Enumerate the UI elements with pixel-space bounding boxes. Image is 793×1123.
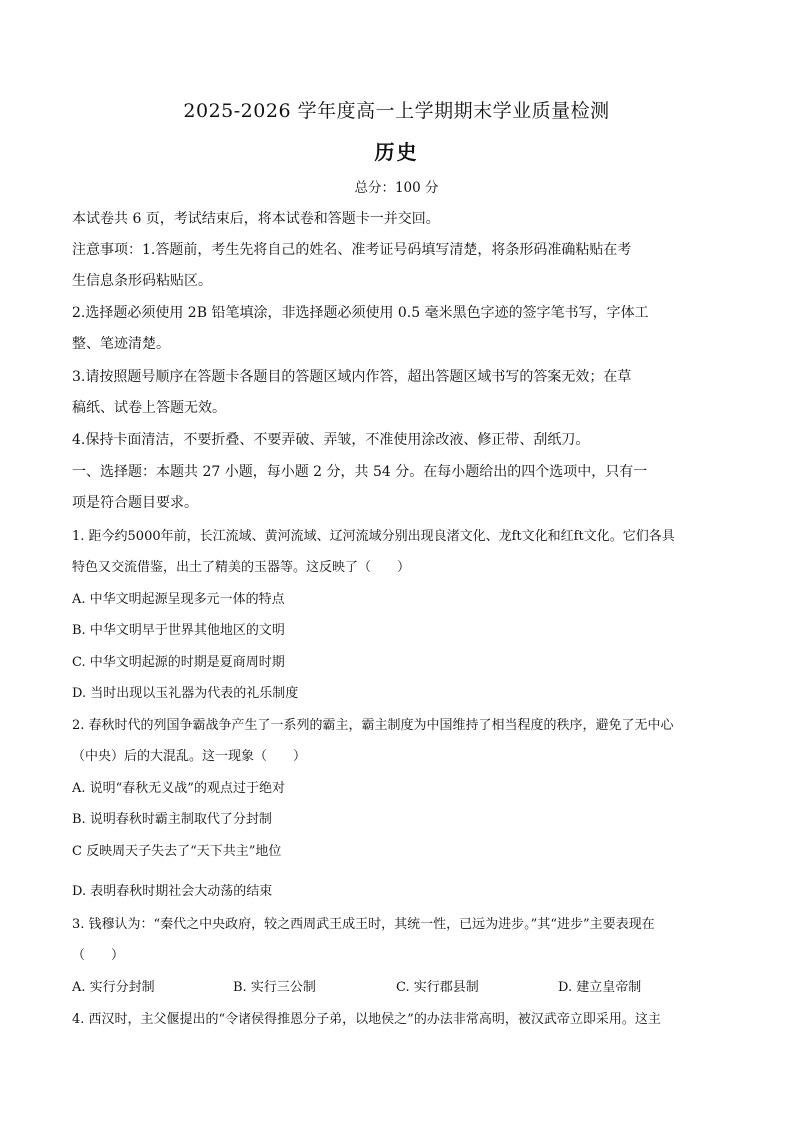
instruction-line: 2.选择题必须使用 2B 铅笔填涂，非选择题必须使用 0.5 毫米黑色字迹的签字笔书写，字体工 — [72, 305, 649, 321]
instruction-line: 本试卷共 6 页，考试结束后，将本试卷和答题卡一并交回。 — [72, 211, 440, 227]
question-3-option-c: C. 实行郡县制 — [396, 980, 479, 995]
question-1-stem: 1. 距今约5000年前，长江流域、黄河流域、辽河流域分别出现良渚文化、龙ft文化和红ft文化。它们各具 — [72, 529, 675, 544]
question-1-option-b: B. 中华文明早于世界其他地区的文明 — [72, 623, 285, 638]
question-1-option-c: C. 中华文明起源的时期是夏商周时期 — [72, 655, 285, 670]
question-2-option-a: A. 说明“春秋无义战”的观点过于绝对 — [72, 781, 285, 796]
question-3-stem: 3. 钱穆认为：“秦代之中央政府，较之西周武王成王时，其统一性，已远为进步。”其“进步”主要表现在 — [72, 917, 655, 932]
instruction-line: 注意事项：1.答题前，考生先将自己的姓名、准考证号码填写清楚，将条形码准确粘贴在考 — [72, 242, 632, 258]
question-2-option-c: C 反映周天子失去了“天下共主”地位 — [72, 844, 282, 859]
question-2-option-d: D. 表明春秋时期社会大动荡的结束 — [72, 884, 273, 899]
question-2-stem: （中央）后的大混乱。这一现象（ ） — [72, 749, 307, 764]
section-heading: 项是符合题目要求。 — [72, 495, 198, 511]
question-2-option-b: B. 说明春秋时霸主制取代了分封制 — [72, 812, 272, 827]
total-score: 总分：100 分 — [354, 180, 439, 196]
question-3-option-d: D. 建立皇帝制 — [558, 980, 642, 995]
question-1-stem: 特色又交流借鉴，出土了精美的玉器等。这反映了（ ） — [72, 560, 411, 575]
question-1-option-a: A. 中华文明起源呈现多元一体的特点 — [72, 592, 285, 607]
instruction-line: 4.保持卡面清洁，不要折叠、不要弄破、弄皱，不准使用涂改液、修正带、刮纸刀。 — [72, 432, 590, 448]
question-3-option-a: A. 实行分封制 — [72, 980, 155, 995]
instruction-line: 3.请按照题号顺序在答题卡各题目的答题区域内作答，超出答题区域书写的答案无效；在草 — [72, 369, 632, 385]
question-2-stem: 2. 春秋时代的列国争霸战争产生了一系列的霸主，霸主制度为中国维持了相当程度的秩序，避免了无中心 — [72, 718, 674, 733]
question-3-stem: （ ） — [72, 948, 125, 963]
section-heading: 一、选择题：本题共 27 小题，每小题 2 分，共 54 分。在每小题给出的四个选项中，只有一 — [72, 464, 648, 480]
instruction-line: 整、笔迹清楚。 — [72, 336, 170, 352]
subject-title: 历史 — [374, 140, 419, 164]
question-1-option-d: D. 当时出现以玉礼器为代表的礼乐制度 — [72, 686, 299, 701]
instruction-line: 生信息条形码粘贴区。 — [72, 273, 212, 289]
instruction-line: 稿纸、试卷上答题无效。 — [72, 400, 226, 416]
question-4-stem: 4. 西汉时，主父偃提出的“令诸侯得推恩分子弟，以地侯之”的办法非常高明，被汉武帝立即采用。这主 — [72, 1012, 661, 1027]
exam-title: 2025-2026 学年度高一上学期期末学业质量检测 — [183, 100, 610, 122]
question-3-option-b: B. 实行三公制 — [233, 980, 316, 995]
